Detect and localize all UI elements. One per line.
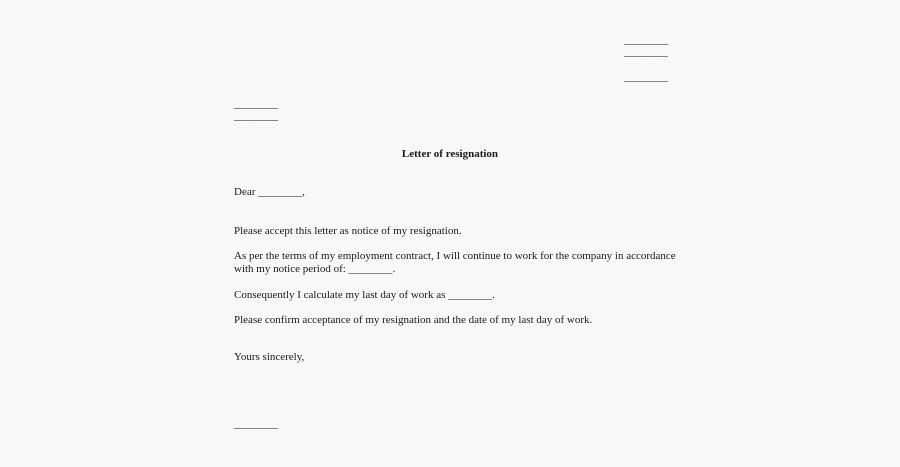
letter-title: Letter of resignation (401, 148, 499, 160)
sender-address-line: ________ (624, 46, 668, 58)
salutation: Dear ________, (234, 186, 305, 198)
sender-address-line: ________ (624, 34, 668, 46)
recipient-address-line: ________ (234, 110, 278, 122)
closing: Yours sincerely, (234, 351, 305, 363)
body-paragraph: As per the terms of my employment contract, I will continue to work for the company in accordance (234, 250, 676, 262)
body-paragraph: Please accept this letter as notice of my resignation. (234, 225, 462, 237)
body-paragraph-continuation: with my notice period of: ________. (234, 263, 396, 275)
signature-line: ________ (234, 418, 278, 430)
body-paragraph: Please confirm acceptance of my resignation and the date of my last day of work. (234, 314, 593, 326)
body-paragraph: Consequently I calculate my last day of work as ________. (234, 289, 495, 301)
recipient-address-line: ________ (234, 98, 278, 110)
sender-date-line: ________ (624, 71, 668, 83)
